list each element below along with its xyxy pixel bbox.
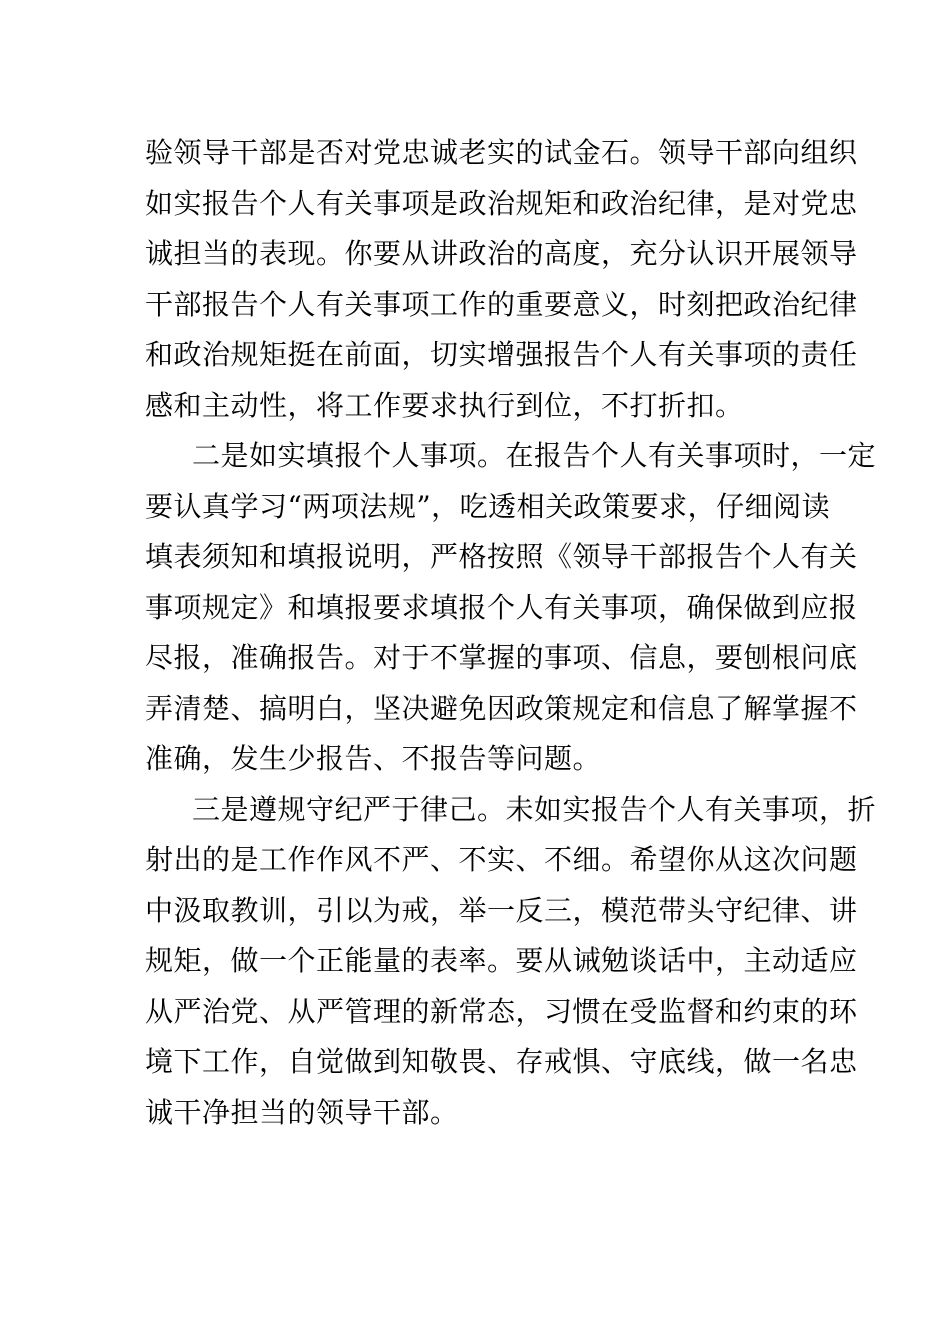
- document-body: [145, 128, 877, 1138]
- text-line: 诚担当的表现。你要从讲政治的高度，充分认识开展领导: [145, 237, 858, 270]
- text-line: 尽报，准确报告。对于不掌握的事项、信息，要刨根问底: [145, 641, 858, 674]
- text-line-first: 二是如实填报个人事项。在报告个人有关事项时，一定: [192, 439, 877, 472]
- paragraph-continuation: [145, 128, 858, 431]
- text-line: 境下工作，自觉做到知敬畏、存戒惧、守底线，做一名忠: [145, 1045, 858, 1078]
- paragraph-point-three: [145, 785, 877, 1139]
- text-line: 规矩，做一个正能量的表率。要从诫勉谈话中，主动适应: [145, 944, 858, 977]
- text-line: 如实报告个人有关事项是政治规矩和政治纪律，是对党忠: [145, 186, 858, 220]
- text-line: 和政治规矩挺在前面，切实增强报告个人有关事项的责任: [145, 338, 858, 371]
- text-line: 干部报告个人有关事项工作的重要意义，时刻把政治纪律: [145, 287, 858, 321]
- text-line: 验领导干部是否对党忠诚老实的试金石。领导干部向组织: [145, 136, 858, 169]
- text-line: 中汲取教训，引以为戒，举一反三，模范带头守纪律、讲: [145, 893, 858, 927]
- text-line-first: 三是遵规守纪严于律己。未如实报告个人有关事项，折: [192, 792, 877, 826]
- text-line: 准确，发生少报告、不报告等问题。: [145, 742, 602, 775]
- text-line: 从严治党、从严管理的新常态，习惯在受监督和约束的环: [145, 994, 858, 1028]
- text-line: 感和主动性，将工作要求执行到位，不打折扣。: [145, 388, 744, 422]
- text-line: 射出的是工作作风不严、不实、不细。希望你从这次问题: [145, 843, 858, 876]
- text-line: 弄清楚、搞明白，坚决避免因政策规定和信息了解掌握不: [145, 691, 858, 725]
- text-line: 要认真学习“两项法规”，吃透相关政策要求，仔细阅读: [145, 489, 831, 523]
- paragraph-point-two: [145, 431, 877, 785]
- text-line: 诚干净担当的领导干部。: [145, 1095, 459, 1129]
- text-line: 填表须知和填报说明，严格按照《领导干部报告个人有关: [145, 540, 858, 573]
- text-line: 事项规定》和填报要求填报个人有关事项，确保做到应报: [145, 590, 858, 624]
